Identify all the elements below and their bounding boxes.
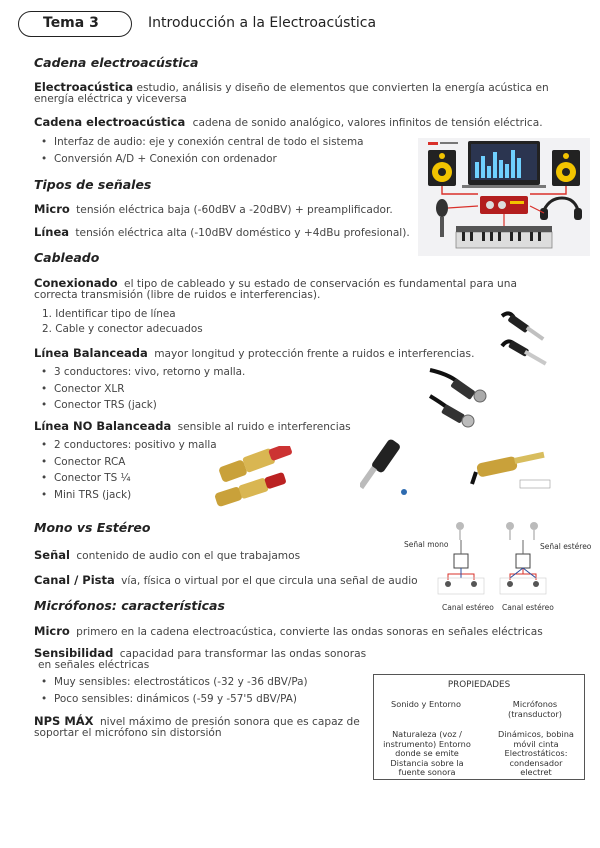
section-heading-cadena: Cadena electroacústica (34, 55, 199, 70)
definition: mayor longitud y protección frente a ruidos e interferencias. (154, 348, 475, 360)
term: Línea NO Balanceada (34, 419, 172, 433)
term: Conexionado (34, 276, 118, 290)
ts-jack-illustration (360, 434, 420, 498)
section-heading-tipos: Tipos de señales (34, 177, 152, 192)
label-canal-estereo-2: Canal estéreo (502, 603, 554, 612)
xlr-cables-illustration (428, 366, 504, 428)
term: NPS MÁX (34, 714, 94, 728)
definition: contenido de audio con el que trabajamos (76, 550, 301, 562)
definition: capacidad para transformar las ondas sonoras (119, 648, 367, 660)
list-item: • Conector TS ¼ (36, 470, 217, 487)
table-col2-body: Dinámicos, bobina móvil cinta Electrostáticos: condensador electret (498, 729, 574, 777)
page-title: Introducción a la Electroacústica (148, 15, 377, 31)
table-col1-header: Sonido y Entorno (391, 699, 461, 709)
label-mono: Señal mono (404, 540, 449, 549)
term: Micro (34, 202, 70, 216)
rca-connectors-illustration (208, 446, 308, 514)
term: Canal / Pista (34, 573, 115, 587)
cableado-list (34, 307, 203, 337)
list-item: • 2 conductores: positivo y malla (36, 437, 217, 454)
mono-stereo-illustration (404, 518, 596, 616)
jack-cables-illustration (500, 306, 564, 366)
def-canal (34, 574, 418, 587)
studio-illustration (418, 138, 590, 256)
list-item: • Conversión A/D + Conexión con ordenador (36, 151, 363, 168)
list-item: • Interfaz de audio: eje y conexión central de todo el sistema (36, 134, 363, 151)
rca-connectors-image (208, 446, 308, 514)
list-item: 2. Cable y conector adecuados (42, 323, 203, 335)
def-micro-chain (34, 625, 594, 638)
term: Cadena electroacústica (34, 115, 186, 129)
label-canal-estereo-1: Canal estéreo (442, 603, 494, 612)
def-cadena (34, 116, 584, 129)
definition: vía, física o virtual por el que circula una señal de audio (121, 575, 418, 587)
term: Micro (34, 624, 70, 638)
table-col1-body: Naturaleza (voz / instrumento) Entorno donde se emite Distancia sobre la fuente sonora (383, 729, 471, 777)
mini-trs-illustration (470, 444, 556, 494)
label-stereo: Señal estéreo (540, 542, 592, 551)
def-linea (34, 226, 410, 239)
def-micro (34, 203, 393, 216)
definition: tensión eléctrica baja (-60dBV a -20dBV) + preamplificador. (76, 204, 393, 216)
def-nps-cont: soportar el micrófono sin distorsión (34, 727, 222, 739)
section-heading-mono: Mono vs Estéreo (34, 520, 151, 535)
definition: tensión eléctrica alta (-10dBV doméstico y +4dBu profesional). (75, 227, 410, 239)
mono-stereo-diagram (404, 518, 596, 616)
definition: primero en la cadena electroacústica, convierte las ondas sonoras en señales eléctricas (76, 626, 543, 638)
list-item: • Conector XLR (36, 381, 245, 398)
definition: el tipo de cableado y su estado de conservación es fundamental para una (124, 278, 517, 290)
mini-trs-image (470, 444, 556, 494)
def-conexionado-cont: correcta transmisión (libre de ruidos e interferencias). (34, 289, 321, 301)
properties-table (373, 674, 585, 780)
table-title: PROPIEDADES (447, 680, 511, 690)
topic-badge-label: Tema 3 (43, 15, 99, 31)
jack-cables-image (500, 306, 564, 366)
ts-jack-image (360, 434, 420, 498)
term: Línea Balanceada (34, 346, 148, 360)
section-heading-cableado: Cableado (34, 250, 100, 265)
no-balanceada-list (36, 437, 217, 503)
term: Sensibilidad (34, 646, 114, 660)
sensibilidad-list (36, 674, 308, 707)
def-senal (34, 549, 300, 562)
list-item: • 3 conductores: vivo, retorno y malla. (36, 364, 245, 381)
list-item: • Conector TRS (jack) (36, 397, 245, 414)
topic-badge (18, 11, 132, 37)
list-item: • Poco sensibles: dinámicos (-59 y -57'5 dBV/PA) (36, 691, 308, 708)
definition: nivel máximo de presión sonora que es capaz de (99, 716, 360, 728)
table-col2-header: Micrófonos (transductor) (508, 699, 562, 719)
cadena-list (36, 134, 363, 167)
list-item: 1. Identificar tipo de línea (42, 308, 176, 320)
xlr-cables-image (428, 366, 504, 428)
list-item: • Muy sensibles: electrostáticos (-32 y -36 dBV/Pa) (36, 674, 308, 691)
section-heading-microfonos: Micrófonos: características (34, 598, 225, 613)
def-electroacustica-cont: energía eléctrica y viceversa (34, 93, 187, 105)
list-item: • Mini TRS (jack) (36, 487, 217, 504)
term: Electroacústica (34, 80, 134, 94)
def-sensibilidad-cont: en señales eléctricas (38, 659, 150, 671)
def-no-balanceada (34, 420, 434, 433)
definition: cadena de sonido analógico, valores infinitos de tensión eléctrica. (192, 117, 543, 129)
term: Línea (34, 225, 70, 239)
def-balanceada (34, 347, 494, 360)
term: Señal (34, 548, 70, 562)
definition: estudio, análisis y diseño de elementos que convierten la energía acústica en (136, 82, 549, 94)
definition: sensible al ruido e interferencias (177, 421, 351, 433)
list-item: • Conector RCA (36, 454, 217, 471)
balanceada-list (36, 364, 245, 414)
studio-setup-image (418, 138, 590, 256)
